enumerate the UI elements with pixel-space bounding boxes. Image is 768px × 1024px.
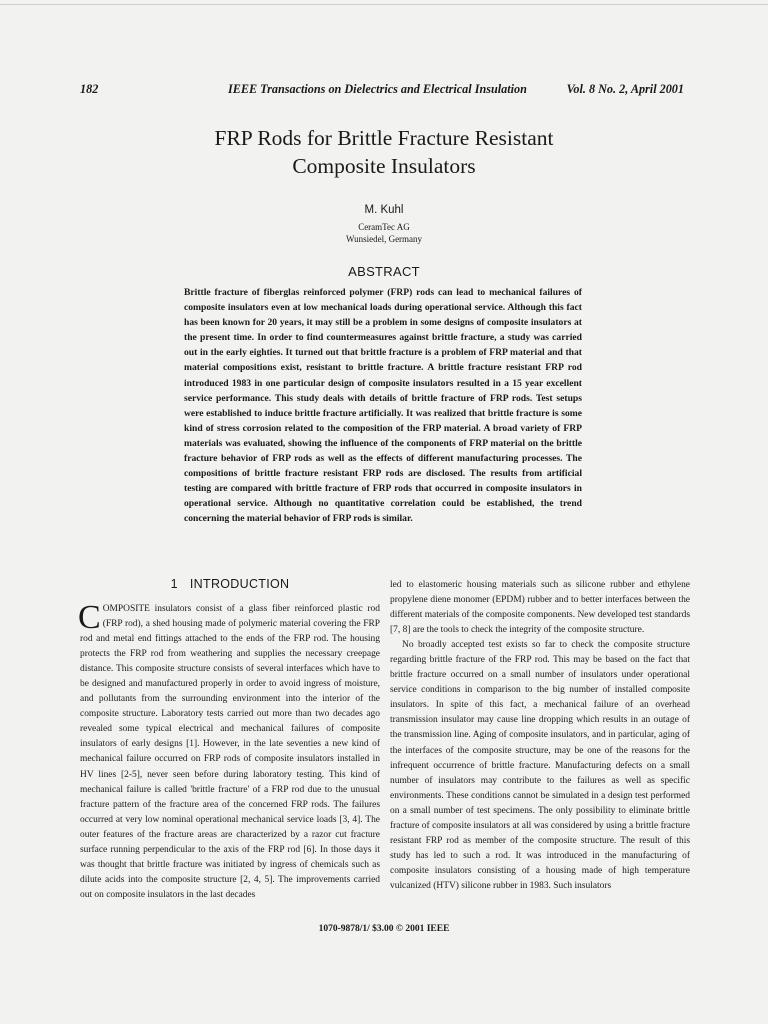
intro-paragraph-2: No broadly accepted test exists so far to check the composite structure regarding brittle fracture of the FRP rod. This may be based on the fact that brittle fracture occurred on a small number of insulators under operational service conditions in comparison to the big number of installed composite insulators. In spite of this fact, a mechanical failure of an overhead transmission insulator may cause line dropping which results in an outage of the transmission line. Aging of composite insulators, and in particular, aging of the interfaces of the composite structure, may be one of the reasons for the infrequent occurrence of brittle fracture. Manufacturing defects on a small number of insulators may contribute to the failures as well as specific environments. These conditions cannot be simulated in a design test performed on a small number of test specimens. The only possibility to eliminate brittle fracture of composite insulators at all was considered by using a brittle fracture resistant FRP rod as member of the composite structure. The result of this study has led to such a rod. It was introduced in the manufacturing of composite insulators consisting of a housing made of high temperature vulcanized (HTV) silicone rubber in 1983. Such insulators [390,640,690,891]
abstract-text: Brittle fracture of fiberglas reinforced polymer (FRP) rods can lead to mechanical failures of composite insulators even at low mechanical loads during operational service. Although this fact has been known for 20 years, it may still be a problem in some designs of composite insulators at the present time. In order to find countermeasures against brittle fracture, a study was carried out in the early eighties. It turned out that brittle fracture is a problem of FRP material and that material compositions exist, resistant to brittle fracture. A brittle fracture resistant FRP rod introduced 1983 in one particular design of composite insulators resulted in a 15 year excellent service performance. This study deals with details of brittle fracture of FRP rods. Test setups were established to induce brittle fracture artificially. It was realized that brittle fracture is some kind of stress corrosion related to the composition of the FRP material. A broad variety of FRP materials was evaluated, showing the influence of the components of FRP material on the brittle fracture behavior of FRP rods as well as the effects of different manufacturing processes. The compositions of brittle fracture resistant FRP rods are disclosed. The results from artificial testing are compared with brittle fracture of FRP rods that occurred in composite insulators in operational service. Although no quantitative correlation could be established, the trend concerning the material behavior of FRP rods is similar. [184,287,582,525]
journal-name: IEEE Transactions on Dielectrics and Electrical Insulation [228,82,527,96]
title-line-2: Composite Insulators [292,154,476,178]
page-number: 182 [80,82,99,96]
top-rule [0,4,768,5]
drop-cap: C [78,599,101,636]
abstract-heading: ABSTRACT [348,264,420,279]
title-line-1: FRP Rods for Brittle Fracture Resistant [214,126,554,150]
section-number: 1 [170,577,178,591]
right-column [390,578,690,894]
affiliation-line-1: CeramTec AG [358,222,410,232]
volume-info: Vol. 8 No. 2, April 2001 [566,82,684,96]
left-column [78,599,380,903]
paper-title [84,124,684,180]
author-name: M. Kuhl [364,204,404,216]
author-affiliation [84,221,684,245]
intro-paragraph-continued: led to elastomeric housing materials such as silicone rubber and ethylene propylene diene monomer (EPDM) rubber and to better interfaces between the different materials of the composite components. New developed test standards [7, 8] are the tools to check the integrity of the composite structure. [390,580,690,636]
section-title: INTRODUCTION [189,577,290,591]
running-header [80,82,684,98]
intro-paragraph-1: OMPOSITE insulators consist of a glass fiber reinforced plastic rod (FRP rod), a shed housing made of polymeric material covering the FRP rod and metal end fittings attached to the ends of the FRP rod. The housing protects the FRP rod from weathering and supplies the necessary creepage distance. This composite structure consists of several interfaces which have to be designed and manufactured properly in order to avoid ingress of moisture, and pollutants from the surrounding environment into the interior of the composite structure. Laboratory tests carried out more than two decades ago revealed some typical electrical and mechanical failures of composite insulators of early designs [1]. However, in the late seventies a new kind of mechanical failure occurred on FRP rods of composite insulators installed in HV lines [2-5], never seen before during laboratory testing. This kind of mechanical failure is called 'brittle fracture' of a FRP rod due to the unusual fracture pattern of the fracture area of the concerned FRP rods. The failures occurred at very low nominal operational mechanical service loads [3, 4]. The outer features of the fracture areas are characterized by a razor cut fracture surface running perpendicular to the axis of the FRP rod [6]. In those days it was thought that brittle fracture was initiated by ingress of chemicals such as dilute acids into the composite structure [2, 4, 5]. The improvements carried out on composite insulators in the last decades [80,604,380,900]
affiliation-line-2: Wunsiedel, Germany [345,234,423,244]
section-heading-introduction [80,577,380,591]
copyright-footer: 1070-9878/1/ $3.00 © 2001 IEEE [318,924,450,934]
